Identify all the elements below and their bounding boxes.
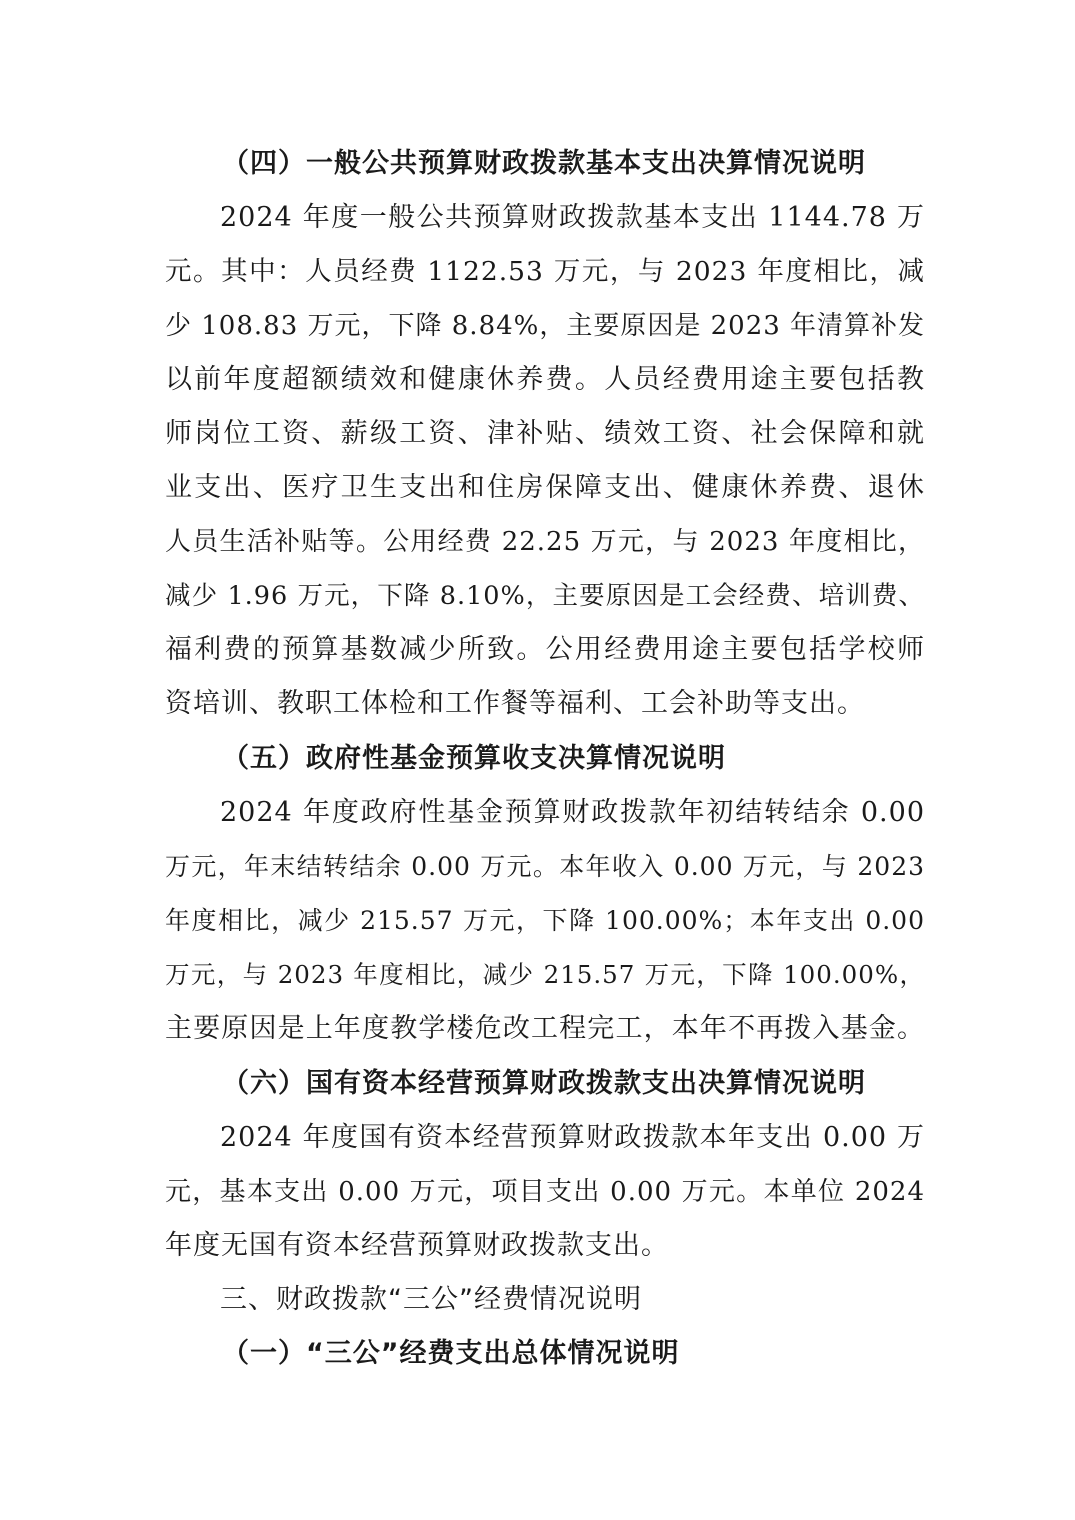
paragraph-line: 元，基本支出 0.00 万元，项目支出 0.00 万元。本单位 2024 — [165, 1177, 925, 1207]
paragraph-line: 减少 1.96 万元，下降 8.10%，主要原因是工会经费、培训费、 — [165, 581, 925, 611]
paragraph-line: 以前年度超额绩效和健康休养费。人员经费用途主要包括教 — [165, 364, 925, 395]
section-three-title: 三、财政拨款“三公”经费情况说明 — [220, 1284, 642, 1315]
paragraph-line: 万元，与 2023 年度相比，减少 215.57 万元，下降 100.00%， — [165, 960, 925, 989]
section-heading-six: （六）国有资本经营预算财政拨款支出决算情况说明 — [222, 1068, 866, 1099]
paragraph-line: 2024 年度国有资本经营预算财政拨款本年支出 0.00 万 — [220, 1122, 925, 1153]
paragraph-line: 万元，年末结转结余 0.00 万元。本年收入 0.00 万元，与 2023 — [165, 852, 925, 881]
paragraph-line: 少 108.83 万元，下降 8.84%，主要原因是 2023 年清算补发 — [165, 311, 926, 341]
paragraph-line: 师岗位工资、薪级工资、津补贴、绩效工资、社会保障和就 — [165, 418, 925, 449]
paragraph-line: 福利费的预算基数减少所致。公用经费用途主要包括学校师 — [165, 634, 925, 665]
paragraph-line: 业支出、医疗卫生支出和住房保障支出、健康休养费、退休 — [165, 472, 925, 503]
paragraph-line: 年度相比，减少 215.57 万元，下降 100.00%；本年支出 0.00 — [165, 906, 925, 935]
section-heading-four: （四）一般公共预算财政拨款基本支出决算情况说明 — [222, 148, 866, 179]
paragraph-line: 主要原因是上年度教学楼危改工程完工，本年不再拨入基金。 — [165, 1013, 925, 1044]
subheading-one: （一）“三公”经费支出总体情况说明 — [222, 1338, 680, 1369]
paragraph-line: 年度无国有资本经营预算财政拨款支出。 — [165, 1230, 669, 1261]
paragraph-line: 2024 年度政府性基金预算财政拨款年初结转结余 0.00 — [220, 797, 925, 828]
paragraph-line: 资培训、教职工体检和工作餐等福利、工会补助等支出。 — [165, 688, 865, 719]
paragraph-line: 人员生活补贴等。公用经费 22.25 万元，与 2023 年度相比， — [165, 527, 925, 557]
paragraph-line: 元。其中：人员经费 1122.53 万元，与 2023 年度相比，减 — [165, 256, 925, 287]
paragraph-line: 2024 年度一般公共预算财政拨款基本支出 1144.78 万 — [220, 202, 925, 233]
section-heading-five: （五）政府性基金预算收支决算情况说明 — [222, 743, 726, 774]
